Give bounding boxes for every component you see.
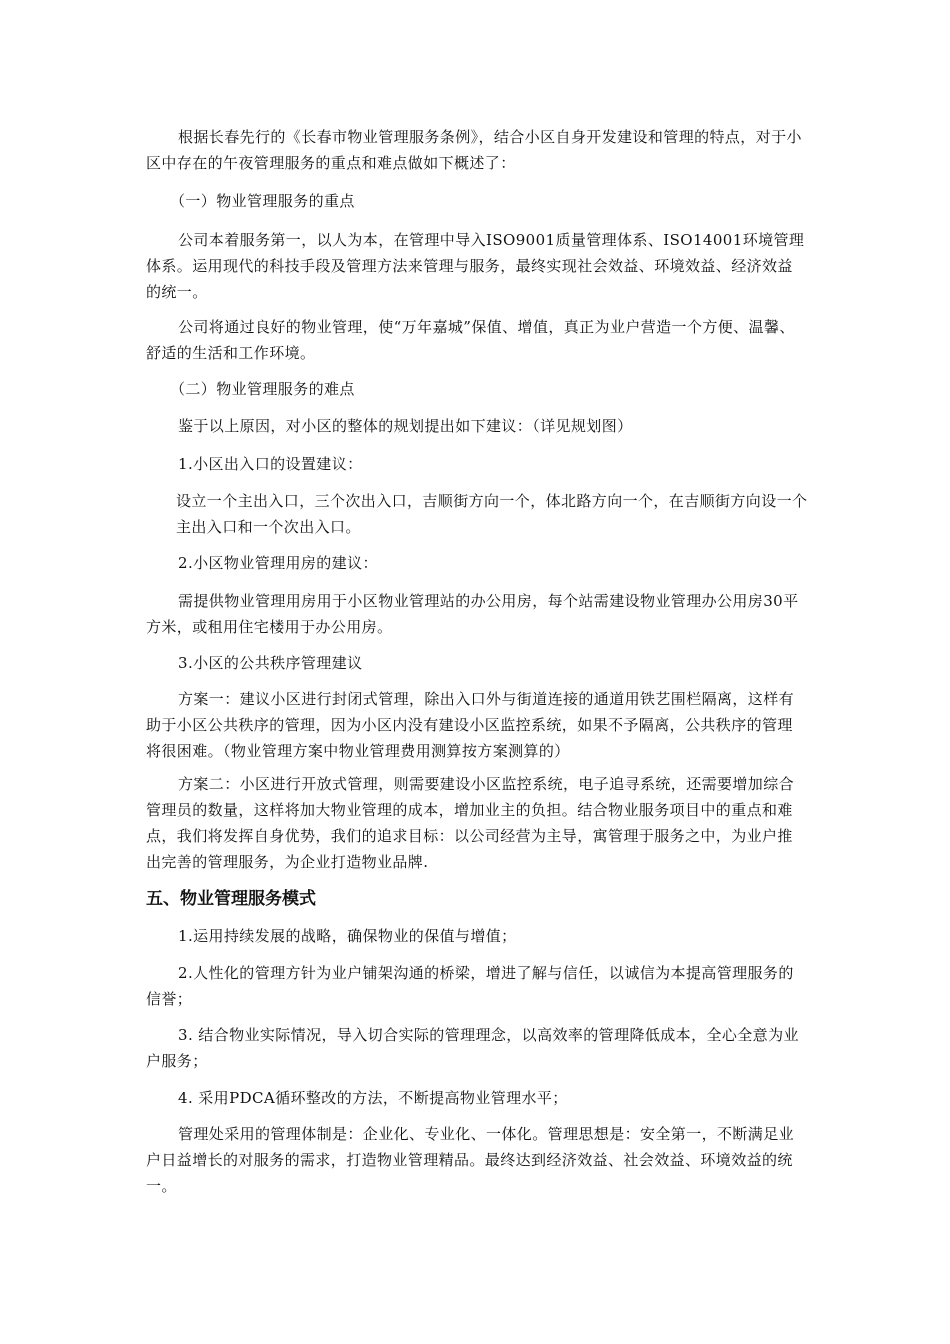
section-1-paragraph-2: 公司将通过良好的物业管理，使“万年嘉城”保值、增值，真正为业户营造一个方便、温馨、舒适的生活和工作环境。	[146, 318, 795, 362]
section-2-paragraph-1: 鉴于以上原因，对小区的整体的规划提出如下建议：（详见规划图）	[178, 417, 633, 435]
item-1-title: 1.小区出入口的设置建议：	[178, 455, 363, 473]
mode-item-2: 2.人性化的管理方针为业户铺架沟通的桥梁，增进了解与信任，以诚信为本提高管理服务的信誉；	[146, 964, 794, 1008]
mode-item-3: 3. 结合物业实际情况，导入切合实际的管理理念，以高效率的管理降低成本，全心全意为业户服务；	[146, 1026, 799, 1070]
item-3-title: 3.小区的公共秩序管理建议	[178, 654, 363, 672]
intro-paragraph: 根据长春先行的《长春市物业管理服务条例》，结合小区自身开发建设和管理的特点，对于小区中存在的午夜管理服务的重点和难点做如下概述了：	[146, 128, 802, 172]
section-1-title: （一）物业管理服务的重点	[170, 192, 355, 210]
section-2-title: （二）物业管理服务的难点	[170, 380, 355, 398]
mode-item-1: 1.运用持续发展的战略，确保物业的保值与增值；	[178, 927, 517, 945]
closing-paragraph: 管理处采用的管理体制是：企业化、专业化、一体化。管理思想是：安全第一，不断满足业户日益增长的对服务的需求，打造物业管理精品。最终达到经济效益、社会效益、环境效益的统一。	[146, 1125, 795, 1195]
plan-1-paragraph: 方案一：建议小区进行封闭式管理，除出入口外与街道连接的通道用铁艺围栏隔离，这样有助于小区公共秩序的管理，因为小区内没有建设小区监控系统，如果不予隔离，公共秩序的管理将很困难。（物业管理方案中物业管理费用测算按方案测算的）	[146, 690, 795, 760]
mode-item-4: 4. 采用PDCA循环整改的方法，不断提高物业管理水平；	[178, 1089, 568, 1107]
section-5-heading: 五、物业管理服务模式	[146, 889, 316, 909]
item-1-body: 设立一个主出入口，三个次出入口，吉顺街方向一个，体北路方向一个，在吉顺街方向设一个主出入口和一个次出入口。	[176, 492, 808, 536]
item-2-body: 需提供物业管理用房用于小区物业管理站的办公用房，每个站需建设物业管理办公用房30平方米，或租用住宅楼用于办公用房。	[146, 592, 799, 636]
item-2-title: 2.小区物业管理用房的建议：	[178, 554, 378, 572]
plan-2-paragraph: 方案二：小区进行开放式管理，则需要建设小区监控系统，电子追寻系统，还需要增加综合管理员的数量，这样将加大物业管理的成本，增加业主的负担。结合物业服务项目中的重点和难点，我们将发挥自身优势，我们的追求目标：以公司经营为主导，寓管理于服务之中，为业户推出完善的管理服务，为企业打造物业品牌.	[146, 775, 795, 871]
section-1-paragraph-1: 公司本着服务第一，以人为本，在管理中导入ISO9001质量管理体系、ISO14001环境管理体系。运用现代的科技手段及管理方法来管理与服务，最终实现社会效益、环境效益、经济效益的统一。	[146, 231, 805, 301]
